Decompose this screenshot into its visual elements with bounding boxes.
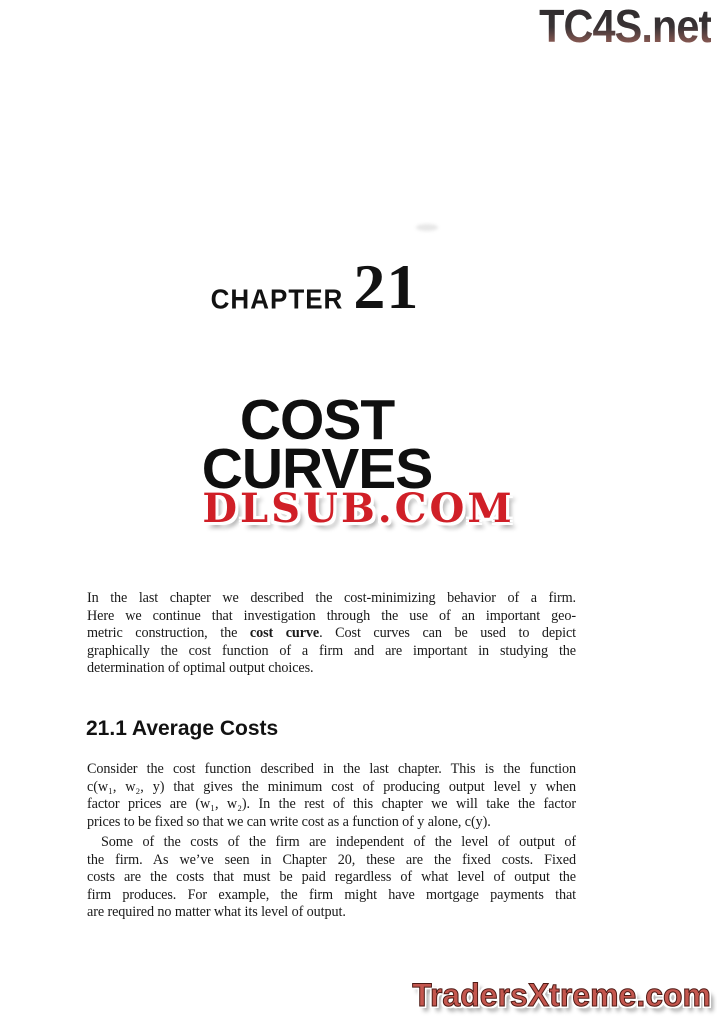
chapter-title-line1: COST xyxy=(239,388,395,452)
text-line: graphically the cost function of a firm and are important in studying the xyxy=(87,642,576,659)
text-line: In the last chapter we described the cost-minimizing behavior of a firm. xyxy=(87,590,576,606)
text-line xyxy=(87,625,576,643)
fixed-costs-paragraph xyxy=(87,834,576,922)
text-line: the firm. As we’ve seen in Chapter 20, these are the fixed costs. Fixed xyxy=(87,851,576,868)
text-line: prices to be fixed so that we can write cost as a function of y alone, c(y). xyxy=(87,813,491,830)
text-segment: metric construction, the xyxy=(87,625,250,642)
tradersxtreme-watermark-logo: TradersXtreme.com xyxy=(412,977,711,1013)
tc4s-watermark-logo: TC4S.net xyxy=(538,0,711,52)
text-segment: . Cost curves can be used to depict xyxy=(319,625,576,642)
dlsub-watermark-logo: DLSUB.COM xyxy=(202,485,515,532)
section-heading-21-1: 21.1 Average Costs xyxy=(86,717,279,740)
average-costs-paragraph xyxy=(87,761,576,831)
bold-term-cost-curve: cost curve xyxy=(249,625,320,642)
chapter-heading xyxy=(75,250,555,324)
chapter-title-line2: CURVES xyxy=(201,437,433,501)
scan-smudge-artifact xyxy=(416,224,438,231)
text-line: factor prices are (w₁, w₂). In the rest of this chapter we will take the factor xyxy=(87,796,576,813)
text-line: are required no matter what its level of output. xyxy=(87,904,346,921)
chapter-label: CHAPTER xyxy=(210,283,344,315)
text-line: costs are the costs that must be paid regardless of what level of output the xyxy=(87,869,576,886)
intro-paragraph xyxy=(87,590,576,678)
text-line: firm produces. For example, the firm might have mortgage payments that xyxy=(87,886,576,903)
text-line: Here we continue that investigation through the use of an important geo- xyxy=(87,607,576,624)
chapter-title xyxy=(77,388,557,501)
text-line: c(w₁, w₂, y) that gives the minimum cost of producing output level y when xyxy=(87,778,576,795)
text-line: Some of the costs of the firm are independent of the level of output of xyxy=(101,834,576,850)
chapter-number: 21 xyxy=(353,251,420,322)
text-line: Consider the cost function described in the last chapter. This is the function xyxy=(87,761,576,777)
text-line: determination of optimal output choices. xyxy=(87,660,314,677)
